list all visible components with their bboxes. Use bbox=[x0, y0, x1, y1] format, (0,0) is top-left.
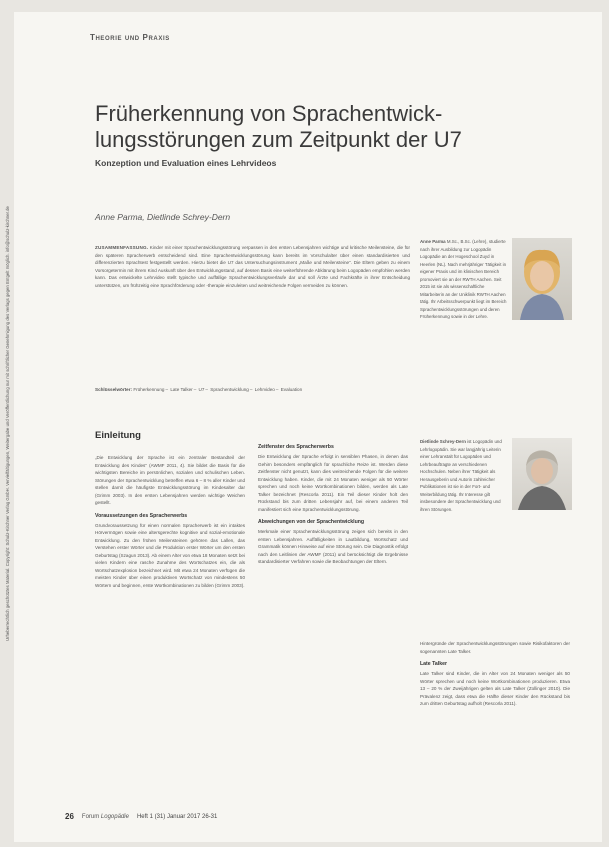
keyword: Evaluation bbox=[280, 387, 303, 392]
bio-name: Anne Parma bbox=[420, 239, 446, 244]
page-footer bbox=[65, 812, 217, 821]
author-bio-parma bbox=[420, 238, 570, 322]
section-heading-einleitung: Einleitung bbox=[95, 430, 141, 441]
paragraph: Late Talker sind Kinder, die im Alter von 24 Monaten weniger als 50 Wörter sprechen und noch keine Wortkombinationen produzieren. Etwa 13 – 20 % der Zweijährigen gelten als Late Talker (Zollinger 2010). Die Prävalenz zeigt, dass etwa die Hälfte dieser Kinder den Rückstand bis zum dritten Geburtstag aufholt (Rescorla 2011). bbox=[420, 671, 570, 706]
subsection-heading-late-talker: Late Talker bbox=[420, 661, 448, 667]
keyword: Late Talker bbox=[170, 387, 193, 392]
keywords: Schlüsselwörter: Früherkennung– Late Talker– U7– Sprachentwicklung– Lehrvideo– Evaluation bbox=[95, 387, 303, 392]
copyright-text: Urheberrechtlich geschütztes Material. Copyright: Schulz-Kirchner Verlag GmbH. Vervielfältigungen, Weitergabe und Veröffentlichung nur mit schriftlicher Genehmigung des Verlags gegen Entgelt möglich. info@schulz-kirchner.de bbox=[4, 206, 10, 641]
article-authors: Anne Parma, Dietlinde Schrey-Dern bbox=[95, 212, 231, 222]
abstract-heading: ZUSAMMENFASSUNG. bbox=[95, 245, 149, 250]
column-3 bbox=[420, 640, 570, 708]
copyright-margin-note bbox=[0, 0, 14, 847]
paragraph: Die Entwicklung der Sprache erfolgt in sensiblen Phasen, in denen das Gehirn besonders empfänglich für sprachliche Reize ist. Werden diese Zeitfenster nicht genutzt, kann dies weitreichende Folgen für die weitere Entwicklung haben. Kinder, die mit 24 Monaten weniger als 50 Wörter sprechen und noch keine Wortkombinationen bilden, werden als Late Talker bezeichnet (Rescorla 2011). Ein Teil dieser Kinder holt den Rückstand bis zum dritten Lebensjahr auf, bei einem anderen Teil manifestiert sich eine Sprachentwicklungsstörung. bbox=[258, 454, 408, 512]
column-1 bbox=[95, 430, 245, 589]
page-number: 26 bbox=[65, 812, 74, 821]
column-2 bbox=[258, 430, 408, 566]
keyword: Früherkennung bbox=[133, 387, 165, 392]
paragraph: Grundvoraussetzung für einen normalen Spracherwerb ist ein intaktes Hörvermögen sowie eine altersgerechte kognitive und sozial-emotionale Entwicklung. Zu den frühen Meilensteinen gehören das Lallen, das Verstehen erster Wörter und die Produktion erster Wörter um den ersten Geburtstag (Szagun 2013). Ab einem Alter von etwa 18 Monaten setzt bei vielen Kindern eine rasche Zunahme des Wortschatzes ein, die als Wortschatzexplosion bezeichnet wird. Mit etwa 24 Monaten verfügen die meisten Kinder über einen produktiven Wortschatz von mindestens 50 Wörtern und beginnen, erste Wortkombinationen zu bilden (Grimm 2003). bbox=[95, 522, 245, 588]
article-title: Früherkennung von Sprachentwicklungsstörungen zum Zeitpunkt der U7 bbox=[95, 100, 462, 152]
article-subtitle: Konzeption und Evaluation eines Lehrvideos bbox=[95, 158, 277, 168]
author-bio-schrey-dern bbox=[420, 438, 570, 513]
abstract bbox=[95, 244, 410, 290]
paragraph: „Die Entwicklung der Sprache ist ein zentraler Bestandteil der Entwicklung des Kindes“ (AWMF 2011, 4). Sie bildet die Basis für die wichtigsten Bereiche im persönlichen, sozialen und schulischen Leben. Störungen der Sprachentwicklung betreffen etwa 6 – 8 % aller Kinder und stellen damit die häufigste Entwicklungsstörung im Kindesalter dar (Grimm 2003). In den ersten Lebensjahren werden wichtige Weichen gestellt. bbox=[95, 455, 245, 505]
subsection-heading: Zeitfenster des Spracherwerbs bbox=[258, 444, 334, 450]
journal-name: Forum Logopädie bbox=[81, 813, 129, 820]
keyword: Sprachentwicklung bbox=[210, 387, 249, 392]
issue-info: Heft 1 (31) Januar 2017 26-31 bbox=[136, 813, 218, 820]
bio-text: ist Logopädin und Lehrlogopädin. Sie war langjährig Leiterin einer Lehranstalt für Logopäden und Lehrbeauftragte an verschiedenen Hochschulen. Neben ihrer Tätigkeit als Herausgeberin und Autorin zahlreicher Publikationen ist sie in der Fort- und Weiterbildung tätig. Ihr Interesse gilt insbesondere der Sprachentwicklung und ihren Störungen. bbox=[420, 439, 502, 512]
subsection-heading: Voraussetzungen des Spracherwerbs bbox=[95, 512, 188, 519]
bio-name: Dietlinde Schrey-Dern bbox=[420, 439, 466, 444]
section-label: Theorie und Praxis bbox=[90, 33, 170, 42]
paragraph: Hintergründe der Sprachentwicklungsstörungen sowie Risikofaktoren der sogenannten Late Talker. bbox=[420, 641, 570, 654]
keyword: Lehrvideo bbox=[254, 387, 275, 392]
keywords-label: Schlüsselwörter: bbox=[95, 387, 133, 392]
subsection-heading: Abweichungen von der Sprachentwicklung bbox=[258, 519, 365, 525]
paragraph: Merkmale einer Sprachentwicklungsstörung zeigen sich bereits in den ersten Lebensjahren. Auffälligkeiten in Lautbildung, Wortschatz und Grammatik können Hinweise auf eine Störung sein. Die Diagnostik erfolgt nach den Leitlinien der AWMF (2011) und berücksichtigt die Ergebnisse standardisierter Verfahren sowie die Beobachtungen der Eltern. bbox=[258, 529, 408, 564]
keyword: U7 bbox=[198, 387, 205, 392]
abstract-text: Kinder mit einer Sprachentwicklungsstörung verpassen in den ersten Lebensjahren wichtige und kritische Meilensteine, die für den späteren Spracherwerb entscheidend sind. Eine Sprachentwicklungsstörung kann bereits im Vorschulalter über einen standardisierten und differenzierten Sprachtest festgestellt werden. Hierzu bietet die U7 das Untersuchungsinstrument „Maße und Meilensteine“. Die Eltern geben zu einem Vorsorgetermin mit ihrem Kind Auskunft über den Entwicklungsstand, auf dessen Basis eine weiterführende Abklärung beim Logopäden empfohlen werden kann. Das entwickelte Lehrvideo stellt typische und auffällige Sprachentwicklungsverläufe dar und soll Ärzte und Fachkräfte in ihrer Entscheidung unterstützen, um frühzeitig eine Sprachförderung oder -therapie einzuleiten und weitreichende Folgen vermeiden zu können. bbox=[95, 245, 411, 288]
bio-text: M.Sc., B.Sc. (Lehre), studierte nach ihrer Ausbildung zur Logopädin Logopädie an der Hogeschool Zuyd in Heerlen (NL). Nach mehrjähriger Tätigkeit in eigener Praxis und im klinischen Bereich promoviert sie an der RWTH Aachen. Seit 2015 ist sie als wissenschaftliche Mitarbeiterin an der Uniklinik RWTH Aachen tätig. Ihr Arbeitsschwerpunkt liegt im Bereich Sprachentwicklungsstörungen und deren Früherkennung sowie in der Lehre. bbox=[420, 239, 507, 319]
